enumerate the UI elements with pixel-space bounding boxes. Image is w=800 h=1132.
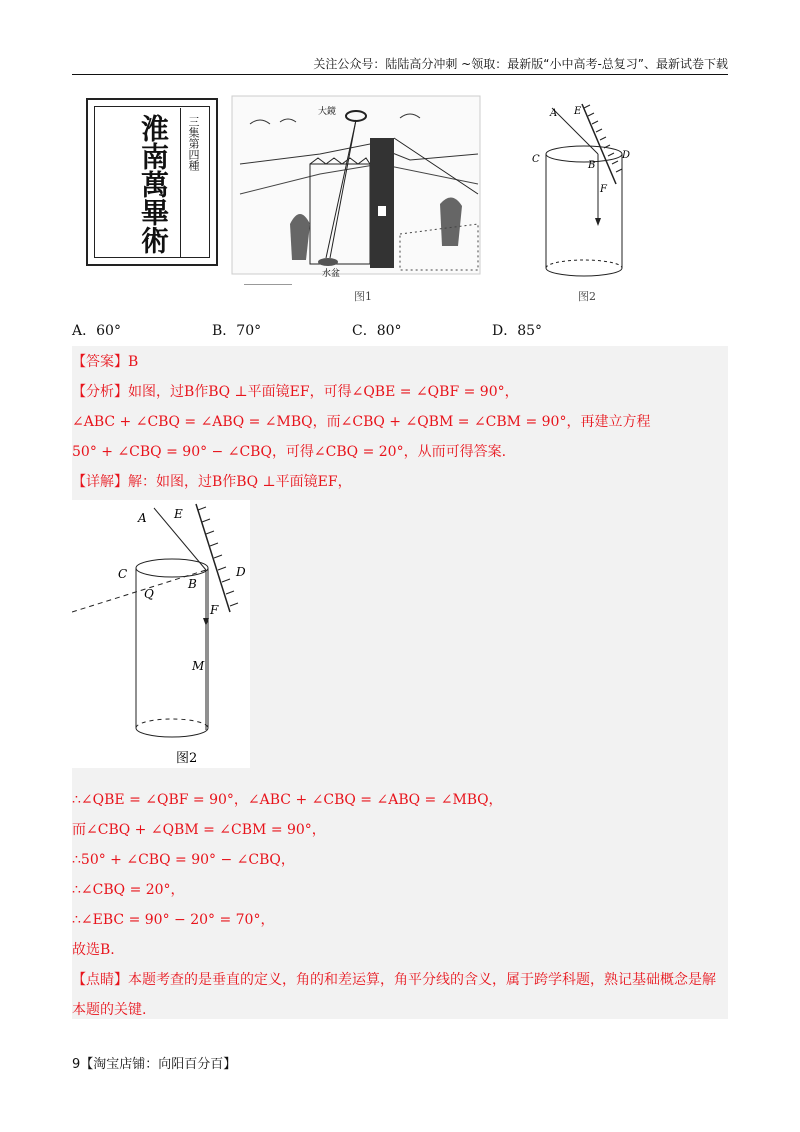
analysis-line-2: ∠ABC + ∠CBQ = ∠ABQ = ∠MBQ，而∠CBQ + ∠QBM = ∠CBM = 90°，再建立方程 bbox=[72, 414, 651, 430]
svg-text:B: B bbox=[188, 577, 197, 591]
fig1-label-top: 大鏡 bbox=[318, 107, 337, 117]
analysis-line-1: 【分析】如图，过B作BQ ⊥平面镜EF，可得∠QBE = ∠QBF = 90°， bbox=[72, 384, 519, 400]
solution-line-6: 故选B. bbox=[72, 942, 115, 958]
figure-2-cylinder bbox=[530, 96, 660, 286]
svg-text:F: F bbox=[210, 603, 219, 617]
fig2-caption: 图2 bbox=[578, 290, 596, 303]
solution-line-3: ∴50° + ∠CBQ = 90° − ∠CBQ， bbox=[72, 852, 295, 868]
page-header bbox=[72, 56, 728, 75]
solution-line-1: ∴∠QBE = ∠QBF = 90°，∠ABC + ∠CBQ = ∠ABQ = ∠MBQ， bbox=[72, 792, 503, 808]
svg-text:C: C bbox=[532, 154, 540, 165]
comment-line-2: 本题的关键. bbox=[72, 1002, 147, 1018]
svg-text:C: C bbox=[118, 567, 128, 581]
book-title: 淮南萬畢術 bbox=[137, 114, 170, 254]
book-subtitle: 三集第四種 bbox=[187, 116, 200, 171]
figure-row bbox=[72, 92, 728, 307]
answer-line: 【答案】B bbox=[72, 354, 139, 370]
book-cover-image bbox=[86, 98, 218, 266]
comment-line-1: 【点睛】本题考查的是垂直的定义，角的和差运算，角平分线的含义，属于跨学科题，熟记基础概念是解 bbox=[72, 972, 716, 988]
option-c: C．80° bbox=[352, 323, 402, 339]
option-a: A．60° bbox=[72, 323, 121, 339]
solution-diagram bbox=[72, 500, 250, 768]
svg-text:D: D bbox=[622, 150, 631, 161]
answer-options bbox=[72, 320, 728, 340]
svg-text:F: F bbox=[600, 184, 607, 195]
svg-text:图2: 图2 bbox=[176, 751, 198, 766]
solution-line-5: ∴∠EBC = 90° − 20° = 70°， bbox=[72, 912, 275, 928]
fig1-caption: 图1 bbox=[354, 290, 372, 303]
svg-text:M: M bbox=[192, 659, 205, 673]
page-footer: 9【淘宝店铺：向阳百分百】 bbox=[72, 1057, 237, 1072]
option-b: B．70° bbox=[212, 323, 262, 339]
figure-1-illustration bbox=[230, 94, 482, 280]
analysis-line-3: 50° + ∠CBQ = 90° − ∠CBQ，可得∠CBQ = 20°，从而可得答案. bbox=[72, 444, 507, 460]
svg-text:E: E bbox=[574, 106, 582, 117]
svg-text:Q: Q bbox=[144, 587, 154, 601]
svg-text:E: E bbox=[174, 507, 183, 521]
svg-text:A: A bbox=[550, 108, 558, 119]
fig1-label-bottom: 水盆 bbox=[322, 269, 341, 279]
header-text: 关注公众号：陆陆高分冲刺 ~领取：最新版“小中高考-总复习”、最新试卷下载 bbox=[313, 57, 728, 71]
svg-text:B: B bbox=[588, 160, 596, 171]
detail-line: 【详解】解：如图，过B作BQ ⊥平面镜EF， bbox=[72, 474, 352, 490]
solution-line-4: ∴∠CBQ = 20°， bbox=[72, 882, 185, 898]
svg-text:D: D bbox=[236, 565, 246, 579]
solution-line-2: 而∠CBQ + ∠QBM = ∠CBM = 90°， bbox=[72, 822, 326, 838]
svg-text:A: A bbox=[138, 511, 147, 525]
option-d: D．85° bbox=[492, 323, 543, 339]
